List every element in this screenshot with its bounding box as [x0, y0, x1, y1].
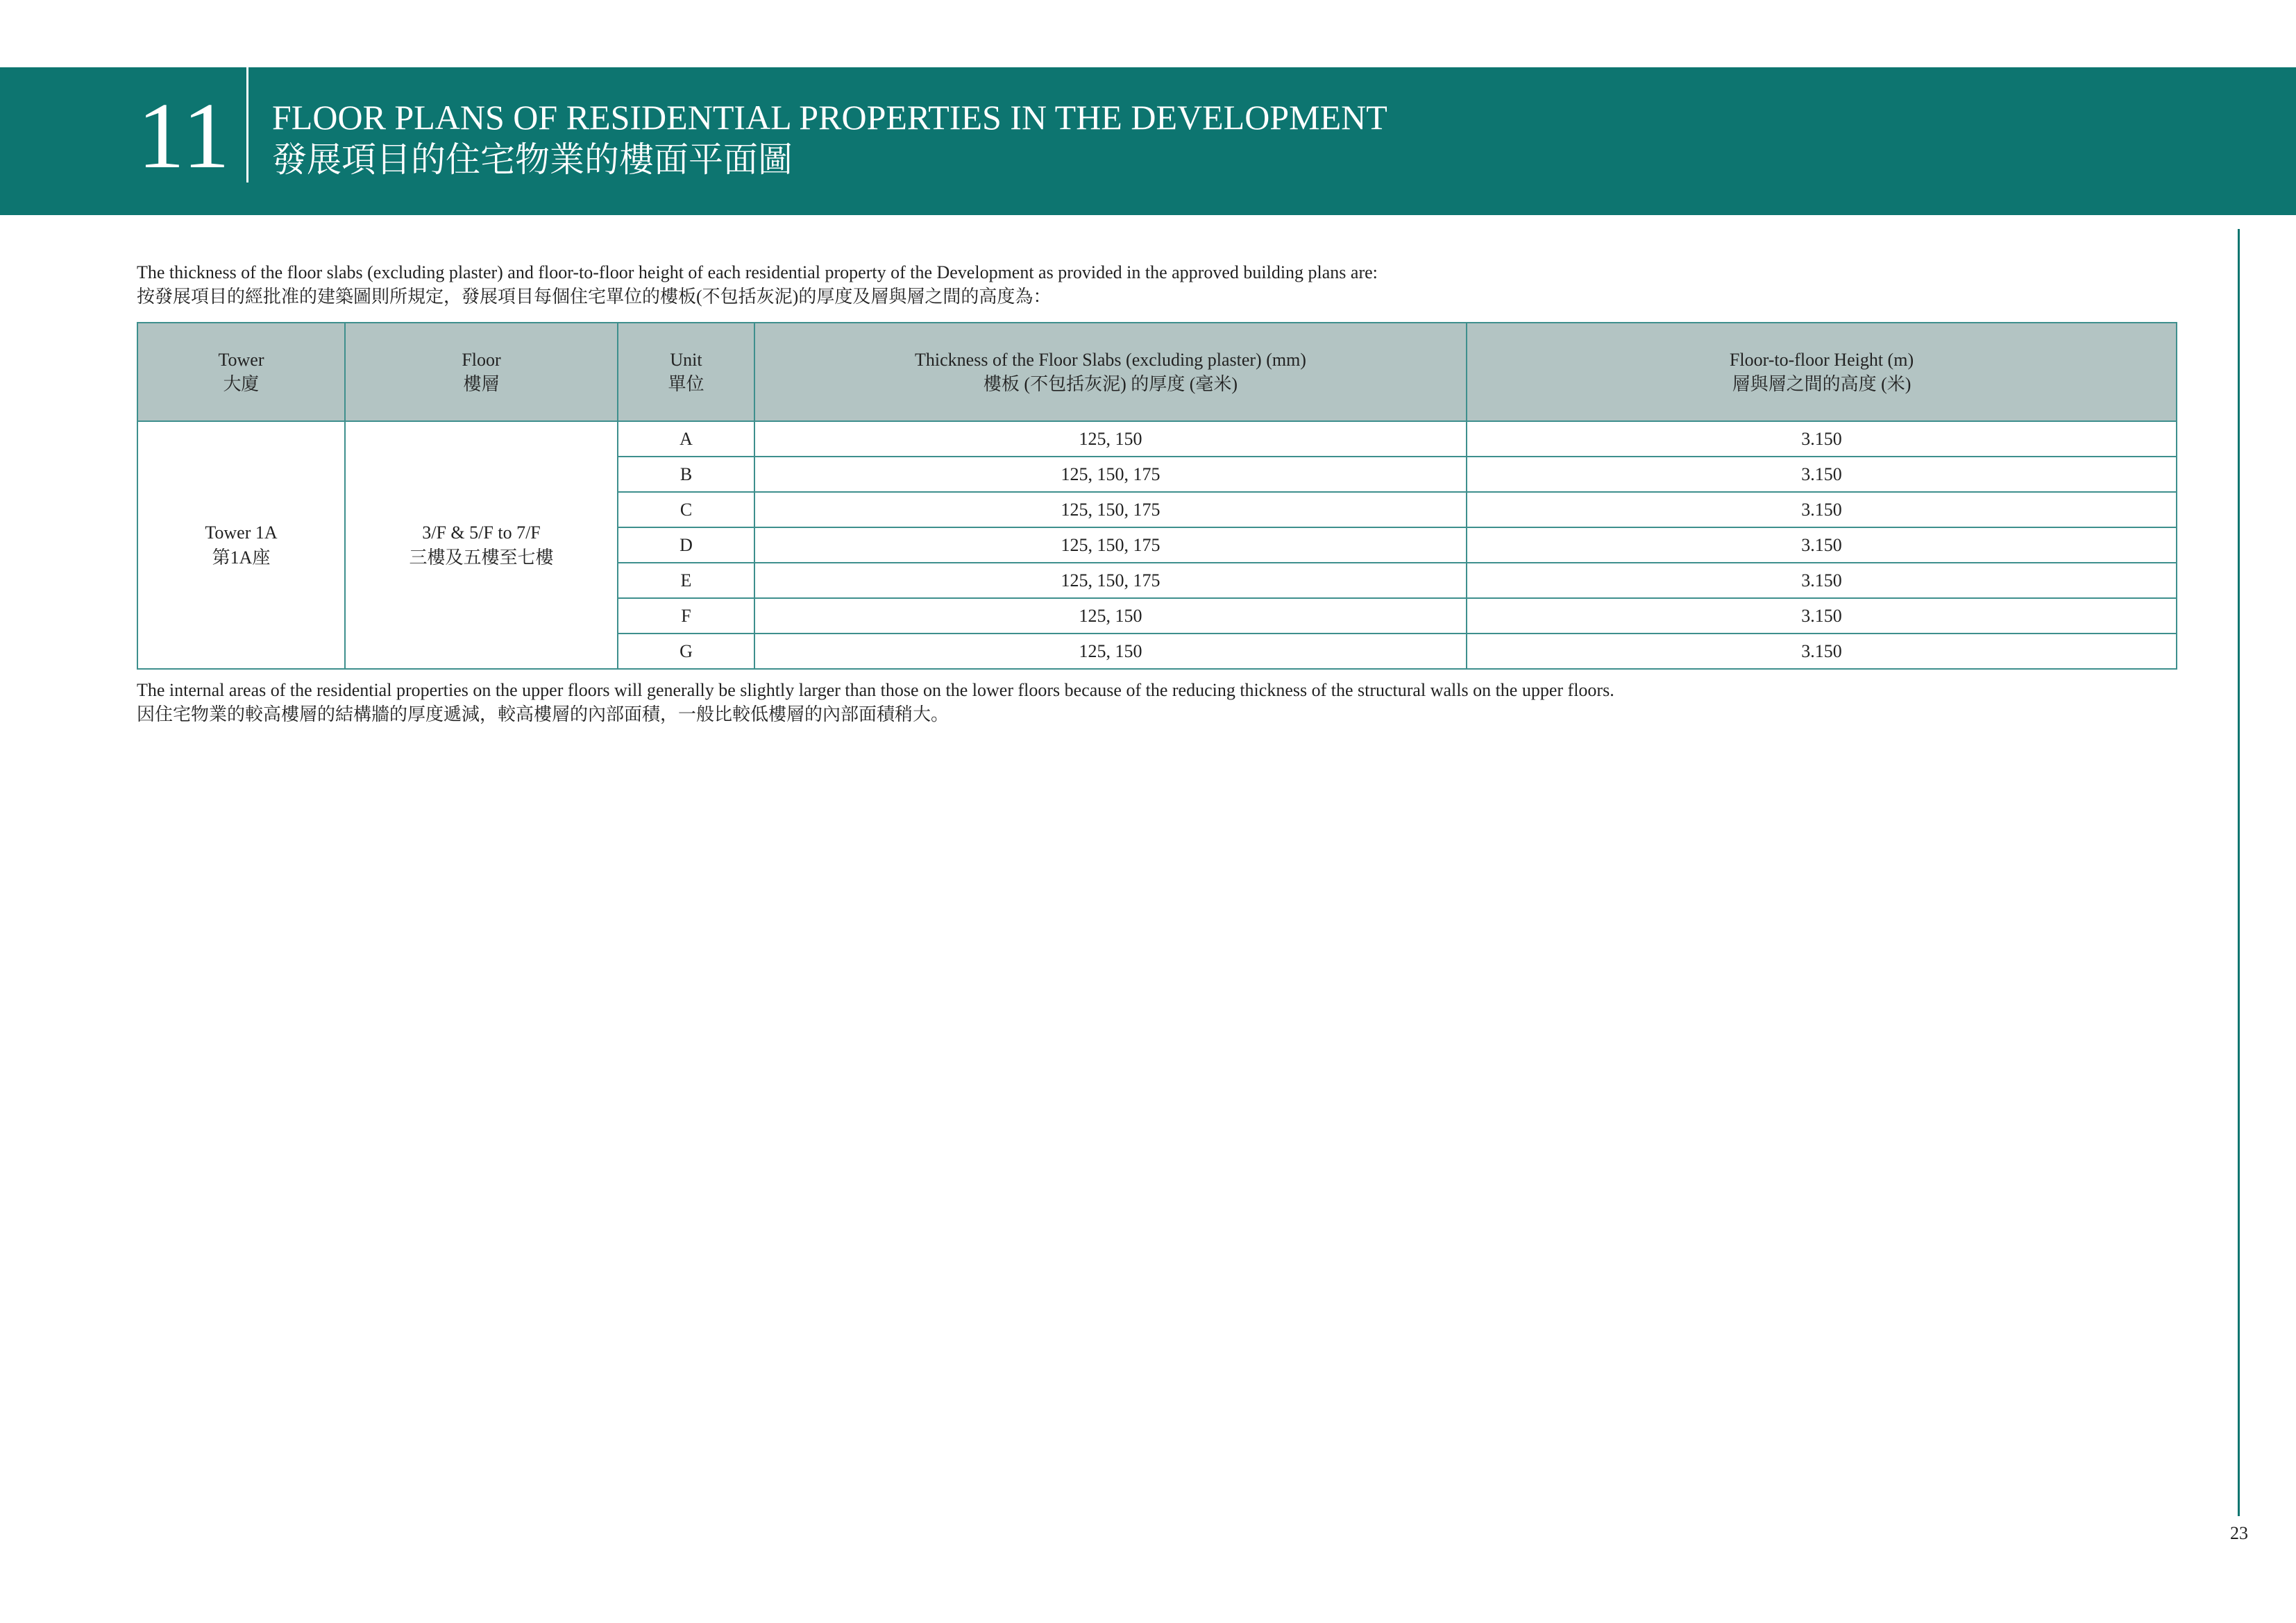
floor-cell	[345, 421, 618, 669]
height-cell: 3.150	[1467, 492, 2177, 527]
intro-line-chinese: 按發展項目的經批准的建築圖則所規定，發展項目每個住宅單位的樓板(不包括灰泥)的厚度及層與層之間的高度為：	[137, 287, 1052, 307]
header-height	[1467, 323, 2177, 421]
header-floor	[345, 323, 618, 421]
unit-cell: G	[618, 634, 754, 669]
header-unit-zh: 單位	[668, 374, 704, 394]
height-cell: 3.150	[1467, 563, 2177, 598]
unit-cell: C	[618, 492, 754, 527]
unit-cell: E	[618, 563, 754, 598]
thickness-cell: 125, 150, 175	[754, 563, 1467, 598]
footnote-paragraph	[137, 678, 1614, 726]
chapter-number: 11	[137, 84, 231, 188]
table-row	[137, 421, 2177, 457]
unit-cell: D	[618, 527, 754, 563]
table-header-row	[137, 323, 2177, 421]
thickness-cell: 125, 150, 175	[754, 527, 1467, 563]
tower-cell	[137, 421, 345, 669]
chapter-title-english: FLOOR PLANS OF RESIDENTIAL PROPERTIES IN THE DEVELOPMENT	[272, 98, 1387, 137]
footnote-line-chinese: 因住宅物業的較高樓層的結構牆的厚度遞減，較高樓層的內部面積，一般比較低樓層的內部面積稍大。	[137, 704, 949, 724]
footnote-line-english: The internal areas of the residential properties on the upper floors will generally be slightly larger than those on the lower floors because of the reducing thickness of the structural walls on the upper floors.	[137, 680, 1614, 700]
intro-line-english: The thickness of the floor slabs (excluding plaster) and floor-to-floor height of each residential property of the Development as provided in the approved building plans are:	[137, 262, 1378, 282]
header-tower	[137, 323, 345, 421]
header-tower-zh: 大廈	[223, 374, 260, 394]
thickness-cell: 125, 150, 175	[754, 457, 1467, 492]
floor-range-en: 3/F & 5/F to 7/F	[422, 522, 541, 543]
intro-paragraph	[137, 260, 1378, 309]
header-thickness-en: Thickness of the Floor Slabs (excluding plaster) (mm)	[915, 350, 1306, 370]
height-cell: 3.150	[1467, 634, 2177, 669]
thickness-cell: 125, 150	[754, 598, 1467, 634]
right-margin-rule	[2238, 229, 2240, 1516]
unit-cell: B	[618, 457, 754, 492]
header-thickness	[754, 323, 1467, 421]
header-height-zh: 層與層之間的高度 (米)	[1732, 374, 1911, 394]
header-unit	[618, 323, 754, 421]
unit-cell: A	[618, 421, 754, 457]
unit-cell: F	[618, 598, 754, 634]
floor-range-zh: 三樓及五樓至七樓	[409, 547, 554, 568]
header-thickness-zh: 樓板 (不包括灰泥) 的厚度 (毫米)	[983, 374, 1238, 394]
tower-name-zh: 第1A座	[212, 547, 271, 568]
height-cell: 3.150	[1467, 527, 2177, 563]
header-floor-en: Floor	[462, 350, 501, 370]
header-unit-en: Unit	[670, 350, 702, 370]
chapter-title-chinese: 發展項目的住宅物業的樓面平面圖	[272, 140, 793, 179]
height-cell: 3.150	[1467, 421, 2177, 457]
height-cell: 3.150	[1467, 598, 2177, 634]
tower-name-en: Tower 1A	[205, 522, 278, 543]
header-divider	[246, 67, 248, 182]
thickness-cell: 125, 150	[754, 634, 1467, 669]
header-height-en: Floor-to-floor Height (m)	[1729, 350, 1914, 370]
thickness-cell: 125, 150	[754, 421, 1467, 457]
height-cell: 3.150	[1467, 457, 2177, 492]
thickness-cell: 125, 150, 175	[754, 492, 1467, 527]
floor-slab-table	[137, 322, 2177, 670]
header-tower-en: Tower	[218, 350, 264, 370]
header-floor-zh: 樓層	[463, 374, 500, 394]
page-number: 23	[2230, 1523, 2248, 1543]
